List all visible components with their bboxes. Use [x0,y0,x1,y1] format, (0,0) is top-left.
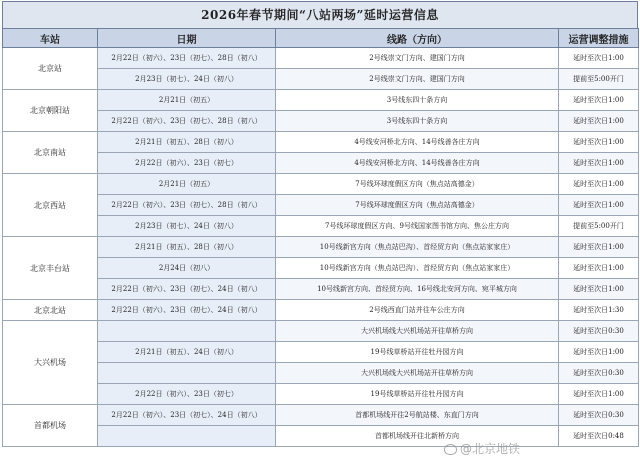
date-cell: 2月22日（初六）、23日（初七）、28日（初八） [98,48,276,69]
table-row [3,216,639,237]
date-cell: 2月21日（初五）、28日（初八） [98,132,276,153]
date-cell: 2月23日（初七）、24日（初八） [98,216,276,237]
table-body [3,48,639,447]
date-cell: 2月22日（初六）、23日（初七）、28日（初八） [98,111,276,132]
measure-cell: 延时至次日1:00 [559,48,639,69]
table-row [3,300,639,321]
table-row [3,90,639,111]
route-cell: 19号线草桥站开往牡丹园方向 [276,342,559,363]
measure-cell: 延时至次日1:00 [559,111,639,132]
table-row [3,321,639,342]
date-cell: 2月22日（初六）、23日（初七） [98,153,276,174]
measure-cell: 延时至次日1:00 [559,258,639,279]
date-cell: 2月23日（初七）、24日（初八） [98,69,276,90]
route-cell: 3号线东四十条方向 [276,90,559,111]
measure-cell: 延时至次日1:00 [559,153,639,174]
route-cell: 10号线新宫方向（焦点站巴沟）、首经贸方向（焦点站家家庄） [276,237,559,258]
table-row [3,279,639,300]
date-cell [98,363,276,384]
measure-cell: 延时至次日1:00 [559,174,639,195]
table-header-row [3,29,639,48]
header-measure: 运营调整措施 [559,29,639,48]
route-cell: 7号线环球度假区方向、9号线国家图书馆方向、焦公庄方向 [276,216,559,237]
route-cell: 2号线崇文门方向、建国门方向 [276,48,559,69]
measure-cell: 延时至次日1:30 [559,300,639,321]
measure-cell: 延时至次日1:00 [559,90,639,111]
watermark-text: @北京地铁 [459,442,520,456]
measure-cell: 提前至5:00开门 [559,69,639,90]
measure-cell: 延时至次日1:00 [559,279,639,300]
table-row [3,111,639,132]
date-cell: 2月22日（初六）、23日（初七）、28日（初八） [98,195,276,216]
table-row [3,69,639,90]
route-cell: 大兴机场线大兴机场站开往草桥方向 [276,321,559,342]
measure-cell: 延时至次日0:30 [559,321,639,342]
measure-cell: 延时至次日0:48 [559,426,639,447]
date-cell: 2月21日（初五）、28日（初八） [98,237,276,258]
table-row [3,132,639,153]
date-cell: 2月21日（初五）、24日（初八） [98,342,276,363]
station-cell: 首都机场 [3,405,98,447]
route-cell: 7号线环球度假区方向（焦点站高德金） [276,174,559,195]
date-cell: 2月22日（初六）、23日（初七）、24日（初八） [98,300,276,321]
table-row [3,237,639,258]
page [2,1,638,463]
watermark [444,440,520,457]
date-cell: 2月22日（初六）、23日（初七）、24日（初八） [98,279,276,300]
table-row [3,384,639,405]
schedule-table [2,28,639,447]
table-row [3,48,639,69]
route-cell: 19号线草桥站开往牡丹园方向 [276,384,559,405]
route-cell: 2号线崇文门方向、建国门方向 [276,69,559,90]
date-cell: 2月22日（初六）、23日（初七）、24日（初八） [98,405,276,426]
station-cell: 北京北站 [3,300,98,321]
table-row [3,195,639,216]
measure-cell: 延时至次日1:00 [559,342,639,363]
station-cell: 北京西站 [3,174,98,237]
date-cell: 2月22日（初六）、23日（初七） [98,384,276,405]
measure-cell: 延时至次日1:00 [559,195,639,216]
route-cell: 10号线新宫方向（焦点站巴沟）、首经贸方向（焦点站家家庄） [276,258,559,279]
measure-cell: 延时至次日1:00 [559,132,639,153]
route-cell: 4号线安河桥北方向、14号线善各庄方向 [276,153,559,174]
date-cell [98,426,276,447]
measure-cell: 延时至次日0:30 [559,363,639,384]
weibo-icon [444,444,457,455]
route-cell: 10号线新宫方向、首经贸方向、16号线北安河方向、宛平城方向 [276,279,559,300]
table-row [3,258,639,279]
station-cell: 北京南站 [3,132,98,174]
table-row [3,363,639,384]
table-row [3,426,639,447]
header-date: 日期 [98,29,276,48]
table-row [3,342,639,363]
route-cell: 3号线东四十条方向 [276,111,559,132]
header-station: 车站 [3,29,98,48]
route-cell: 7号线环球度假区方向（焦点站高德金） [276,195,559,216]
measure-cell: 延时至次日0:30 [559,405,639,426]
table-row [3,174,639,195]
measure-cell: 延时至次日1:00 [559,384,639,405]
station-cell: 北京朝阳站 [3,90,98,132]
table-row [3,405,639,426]
date-cell: 2月24日（初八） [98,258,276,279]
station-cell: 北京丰台站 [3,237,98,300]
date-cell: 2月21日（初五） [98,174,276,195]
measure-cell: 延时至次日1:00 [559,237,639,258]
measure-cell: 提前至5:00开门 [559,216,639,237]
date-cell [98,321,276,342]
station-cell: 大兴机场 [3,321,98,405]
document-title: 2026年春节期间“八站两场”延时运营信息 [2,1,638,28]
table-row [3,153,639,174]
route-cell: 2号线西直门站并往车公庄方向 [276,300,559,321]
header-route: 线路（方向） [276,29,559,48]
date-cell: 2月21日（初五） [98,90,276,111]
route-cell: 首都机场线开往北新桥方向 [276,426,559,447]
station-cell: 北京站 [3,48,98,90]
route-cell: 4号线安河桥北方向、14号线善各庄方向 [276,132,559,153]
route-cell: 大兴机场线大兴机场站开往草桥方向 [276,363,559,384]
route-cell: 首都机场线开往2号航站楼、东直门方向 [276,405,559,426]
